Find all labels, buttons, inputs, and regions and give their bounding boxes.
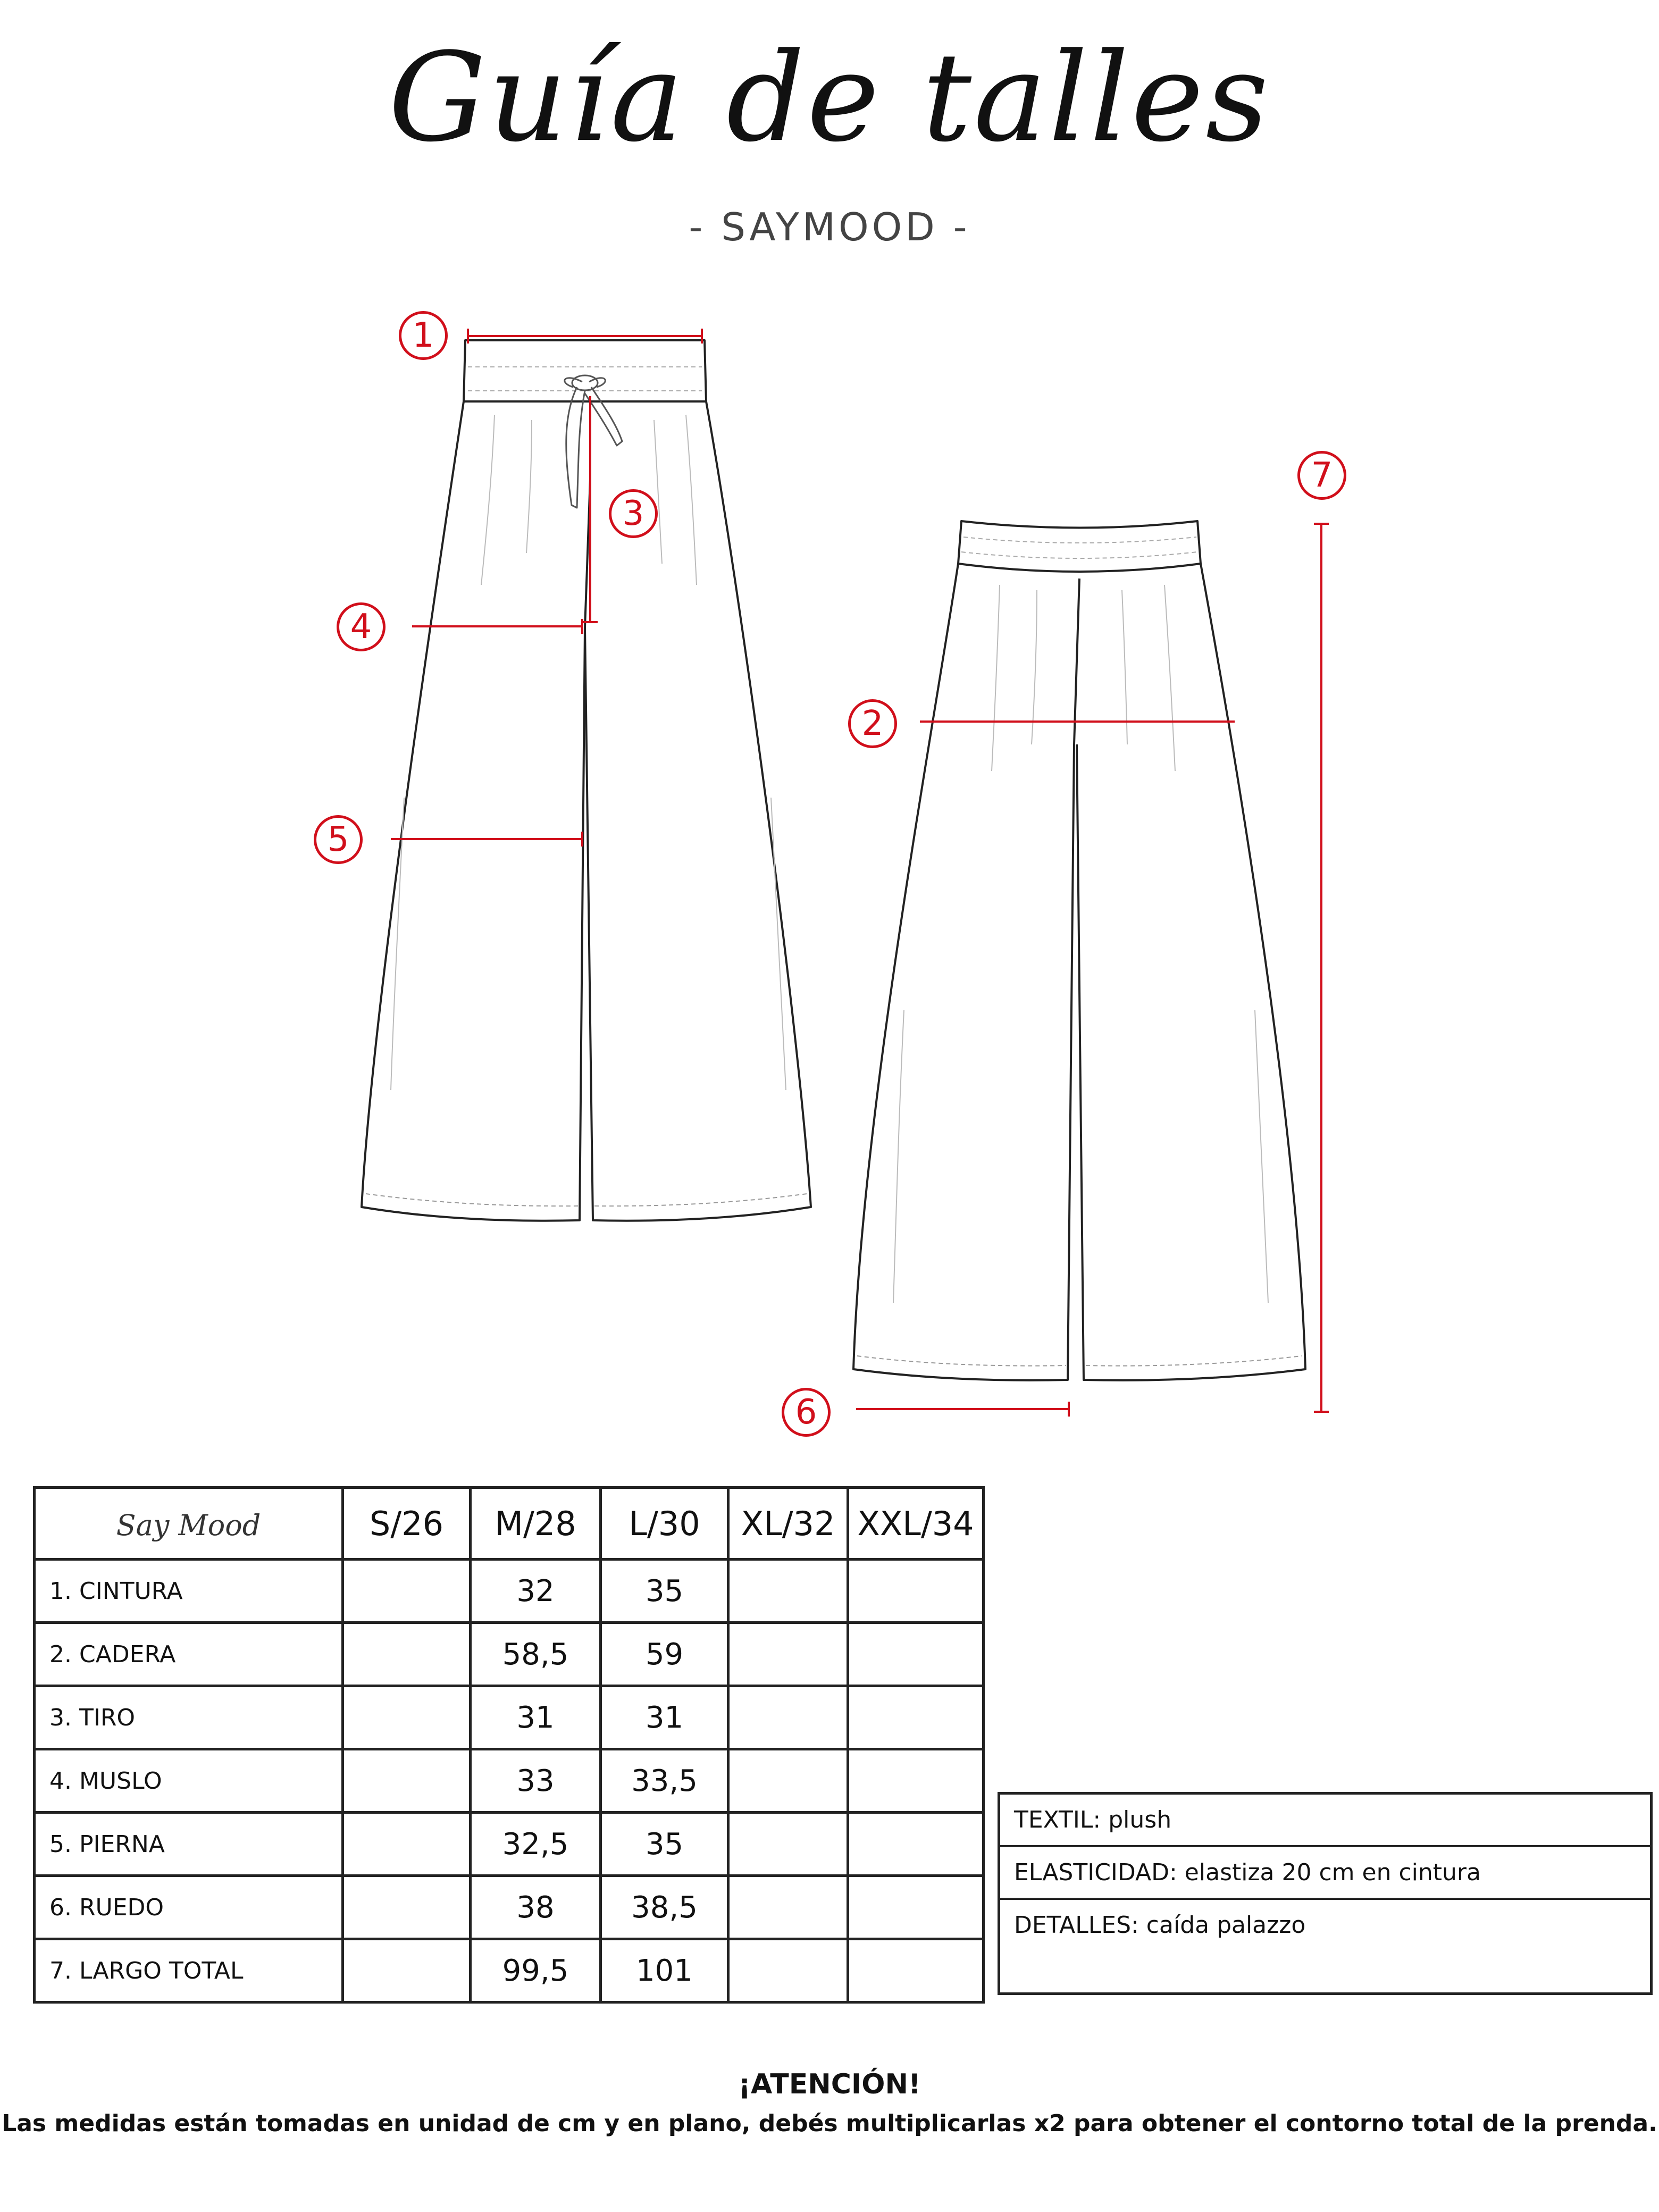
table-cell <box>848 1686 984 1749</box>
table-cell <box>728 1749 848 1813</box>
brand-logo-signature: Say Mood <box>116 1508 261 1542</box>
size-table-header <box>35 1488 984 1560</box>
table-row <box>35 1623 984 1686</box>
table-row <box>35 1876 984 1939</box>
table-cell <box>848 1560 984 1623</box>
table-cell <box>848 1813 984 1876</box>
table-cell <box>343 1686 471 1749</box>
drawstring <box>565 375 622 508</box>
table-cell: 32,5 <box>471 1813 601 1876</box>
table-cell <box>343 1876 471 1939</box>
back-left-leg <box>853 564 1079 1380</box>
column-header: S/26 <box>343 1488 471 1560</box>
fabric-details-box <box>998 1792 1653 1995</box>
table-cell <box>848 1749 984 1813</box>
front-left-leg <box>362 401 590 1221</box>
row-label: 3. TIRO <box>35 1686 343 1749</box>
brand-subtitle: - SAYMOOD - <box>689 205 970 249</box>
table-cell: 58,5 <box>471 1623 601 1686</box>
back-right-leg <box>1077 564 1305 1380</box>
table-row <box>35 1749 984 1813</box>
marker-2-hip: 2 <box>848 699 897 748</box>
back-waistband <box>958 521 1201 572</box>
row-label: 1. CINTURA <box>35 1560 343 1623</box>
table-cell <box>728 1686 848 1749</box>
front-view-pants <box>362 340 811 1221</box>
attention-heading: ¡ATENCIÓN! <box>738 2068 921 2100</box>
size-table <box>33 1486 985 2004</box>
table-cell: 35 <box>601 1813 728 1876</box>
table-cell: 31 <box>471 1686 601 1749</box>
marker-1-waist: 1 <box>399 311 448 360</box>
table-cell <box>343 1749 471 1813</box>
table-cell: 31 <box>601 1686 728 1749</box>
table-row <box>35 1560 984 1623</box>
table-cell <box>728 1939 848 2002</box>
row-label: 7. LARGO TOTAL <box>35 1939 343 2002</box>
row-label: 6. RUEDO <box>35 1876 343 1939</box>
table-cell <box>343 1813 471 1876</box>
table-cell: 33,5 <box>601 1749 728 1813</box>
table-cell <box>343 1939 471 2002</box>
column-header: M/28 <box>471 1488 601 1560</box>
table-cell <box>728 1623 848 1686</box>
column-header: XL/32 <box>728 1488 848 1560</box>
detalles-detail: DETALLES: caída palazzo <box>1014 1912 1306 1939</box>
marker-5-leg: 5 <box>314 815 363 864</box>
table-cell: 32 <box>471 1560 601 1623</box>
row-label: 4. MUSLO <box>35 1749 343 1813</box>
table-row <box>35 1686 984 1749</box>
back-view-pants <box>853 521 1305 1380</box>
marker-6-hem: 6 <box>782 1388 831 1437</box>
elasticidad-detail: ELASTICIDAD: elastiza 20 cm en cintura <box>1000 1847 1650 1900</box>
table-cell <box>848 1939 984 2002</box>
marker-7-length: 7 <box>1297 451 1346 500</box>
table-cell <box>848 1876 984 1939</box>
table-cell: 59 <box>601 1623 728 1686</box>
table-cell <box>728 1876 848 1939</box>
column-header: XXL/34 <box>848 1488 984 1560</box>
marker-3-rise: 3 <box>609 489 658 538</box>
table-cell <box>848 1623 984 1686</box>
table-cell: 35 <box>601 1560 728 1623</box>
row-label: 2. CADERA <box>35 1623 343 1686</box>
page-title: Guía de talles <box>388 27 1271 169</box>
table-row <box>35 1813 984 1876</box>
table-cell <box>343 1623 471 1686</box>
table-cell: 33 <box>471 1749 601 1813</box>
table-cell: 38 <box>471 1876 601 1939</box>
table-cell: 38,5 <box>601 1876 728 1939</box>
measurement-note: Las medidas están tomadas en unidad de cm y en plano, debés multiplicarlas x2 para obtener el contorno total de la prenda. <box>2 2110 1657 2137</box>
brand-logo-cell <box>35 1488 343 1560</box>
table-cell: 99,5 <box>471 1939 601 2002</box>
table-row <box>35 1939 984 2002</box>
table-cell <box>343 1560 471 1623</box>
textil-detail: TEXTIL: plush <box>1000 1795 1650 1847</box>
row-label: 5. PIERNA <box>35 1813 343 1876</box>
table-cell: 101 <box>601 1939 728 2002</box>
column-header: L/30 <box>601 1488 728 1560</box>
marker-4-thigh: 4 <box>337 602 386 651</box>
table-cell <box>728 1560 848 1623</box>
table-cell <box>728 1813 848 1876</box>
